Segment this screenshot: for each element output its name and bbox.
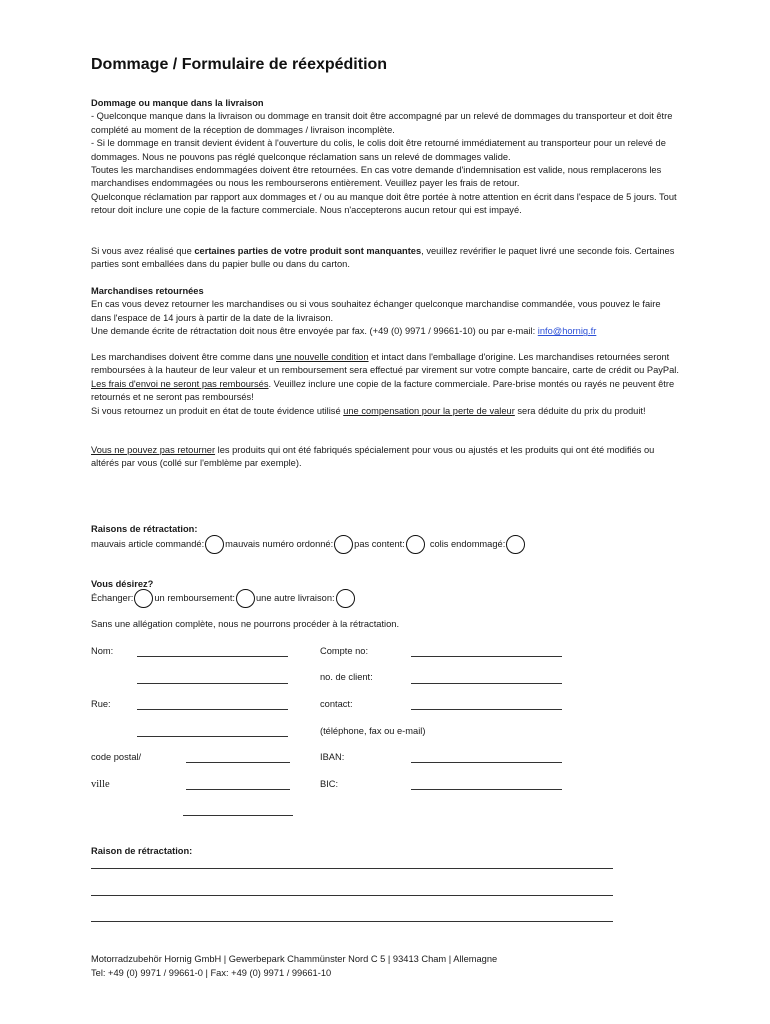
missing-text-pre: Si vous avez réalisé que — [91, 246, 195, 256]
wish-redelivery-radio[interactable] — [336, 589, 355, 608]
customer-number-label: no. de client: — [320, 672, 373, 682]
page-title: Dommage / Formulaire de réexpédition — [91, 56, 388, 73]
shipping-not-refunded: Les frais d'envoi ne seront pas remboursés — [91, 378, 269, 389]
footer-address: Motorradzubehör Hornig GmbH | Gewerbepark Chammünster Nord C 5 | 93413 Cham | Allemagne — [91, 954, 498, 964]
wish-heading — [91, 579, 153, 589]
condition-section — [91, 351, 681, 418]
contact-label: contact: — [320, 699, 353, 709]
account-label: Compte no: — [320, 646, 369, 656]
reasons-heading — [91, 524, 197, 534]
compensation-underline: une compensation pour la perte de valeur — [343, 405, 515, 416]
returns-line-2: Une demande écrite de rétractation doit nous être envoyée par fax. (+49 (0) 9971 / 99661-10) ou par e-mail: — [91, 326, 538, 337]
damage-line-4: Quelconque réclamation par rapport aux dommages et / ou au manque doit être portée à notre attention en écrit dans l'espace de 5 jours. Tout retour doit inclure une copie de la facture commerciale. Nous n'accepterons aucun retour qui est impayé. — [91, 191, 677, 216]
returns-section — [91, 285, 681, 339]
custom-underline: Vous ne pouvez pas retourner — [91, 445, 216, 455]
condition-text: et intact dans l'emballage d'origine. Les marchandises retournées seront remboursées à la hauteur de leur valeur et un remboursement sera effectué par virement sur votre compte bancaire, carte de crédit ou PayPal. — [91, 352, 679, 376]
reason-line-2[interactable] — [91, 895, 613, 896]
reason-heading-text: Raison de rétractation: — [91, 846, 193, 856]
contact-field[interactable] — [411, 709, 562, 710]
reason-line-3[interactable] — [91, 921, 613, 922]
reason-wrong-article-radio[interactable] — [205, 535, 224, 554]
damage-line-2: - Si le dommage en transit devient évident à l'ouverture du colis, le colis doit être retourné immédiatement au transporteur pour un relevé de dommages. Nous ne pouvons pas réglé quelconque réclamation sans un relevé de dommages valide. — [91, 138, 666, 162]
rue-label: Rue: — [91, 699, 111, 709]
reason-not-happy-radio[interactable] — [406, 535, 425, 554]
damage-section — [91, 97, 681, 218]
reason-damaged-radio[interactable] — [506, 535, 525, 554]
wish-refund-radio[interactable] — [236, 589, 255, 608]
city-field[interactable] — [186, 789, 290, 790]
used-product-text: sera déduite du prix du produit! — [514, 405, 646, 416]
reason-damaged-label: colis endommagé: — [429, 538, 506, 549]
condition-text: . Veuillez inclure une copie de la facture commerciale. Pare-brise montés ou rayés ne peuvent être retournés et ne seront pas remboursés! — [91, 378, 675, 403]
city-field-2[interactable] — [183, 815, 293, 816]
customer-number-field[interactable] — [411, 683, 562, 684]
damage-line-1: - Quelconque manque dans la livraison ou dommage en transit doit être accompagné par un relevé de dommages du transporteur et doit être complété au moment de la réception de dommages / livraison incomplète. — [91, 111, 673, 135]
reason-line-1[interactable] — [91, 868, 613, 869]
missing-text-post: , veuillez revérifier le paquet livré une seconde fois. Certaines parties sont emballées dans du papier bulle ou dans du carton. — [91, 246, 675, 270]
bic-label: BIC: — [320, 779, 339, 789]
postal-code-field[interactable] — [186, 762, 290, 763]
missing-parts-paragraph — [91, 245, 681, 272]
notice-text: Sans une allégation complète, nous ne pourrons procéder à la rétractation. — [91, 619, 400, 629]
wish-redelivery-label: une autre livraison: — [256, 592, 335, 603]
reason-not-happy-label: pas content: — [354, 538, 405, 549]
footer-phone: Tel: +49 (0) 9971 / 99661-0 | Fax: +49 (0) 9971 / 99661-10 — [91, 967, 332, 978]
reason-wrong-number-label: mauvais numéro ordonné: — [225, 538, 334, 549]
iban-field[interactable] — [411, 762, 562, 763]
bic-field[interactable] — [411, 789, 562, 790]
condition-text: Les marchandises doivent être comme dans — [91, 352, 276, 362]
returns-line-1: En cas vous devez retourner les marchandises ou si vous souhaitez échanger quelconque marchandise commandée, vous pouvez le faire dans l'espace de 14 jours à partir de la date de la livraison. — [91, 299, 661, 323]
email-link[interactable]: info@hornig.fr — [537, 326, 597, 337]
reason-wrong-article-label: mauvais article commandé: — [91, 538, 205, 549]
missing-text-bold: certaines parties de votre produit sont manquantes — [194, 246, 422, 256]
nom-label: Nom: — [91, 646, 114, 656]
rue-field-2[interactable] — [137, 736, 288, 737]
custom-text: les produits qui ont été fabriqués spécialement pour vous ou ajustés et les produits qui ont été modifiés ou altérés par vous (collé sur l'emblème par exemple). — [91, 445, 655, 469]
wish-exchange-label: Échanger: — [91, 592, 134, 603]
footer — [91, 953, 497, 980]
nom-field[interactable] — [137, 656, 288, 657]
reasons-heading-text: Raisons de rétractation: — [91, 524, 198, 534]
rue-field[interactable] — [137, 709, 288, 710]
account-field[interactable] — [411, 656, 562, 657]
condition-underline: une nouvelle condition — [276, 352, 369, 362]
reason-wrong-number-radio[interactable] — [334, 535, 353, 554]
custom-products-paragraph — [91, 444, 681, 471]
postal-code-label: code postal/ — [91, 752, 142, 762]
wish-heading-text: Vous désirez? — [91, 579, 154, 589]
city-label: ville — [91, 779, 110, 790]
wish-exchange-radio[interactable] — [134, 589, 153, 608]
returns-heading: Marchandises retournées — [91, 286, 204, 296]
damage-heading: Dommage ou manque dans la livraison — [91, 98, 264, 108]
iban-label: IBAN: — [320, 752, 345, 762]
reasons-options — [91, 535, 526, 554]
damage-line-3: Toutes les marchandises endommagées doivent être retournées. En cas votre demande d'indemnisation est valide, nous remplacerons les marchandises endommagées ou nous les rembourserons entièrement. Veuillez payer les frais de retour. — [91, 165, 662, 189]
wish-options — [91, 589, 356, 608]
nom-field-2[interactable] — [137, 683, 288, 684]
used-product-text: Si vous retournez un produit en état de toute évidence utilisé — [91, 405, 344, 416]
reason-heading — [91, 846, 192, 856]
contact-hint: (téléphone, fax ou e-mail) — [320, 726, 426, 736]
wish-refund-label: un remboursement: — [154, 592, 236, 603]
